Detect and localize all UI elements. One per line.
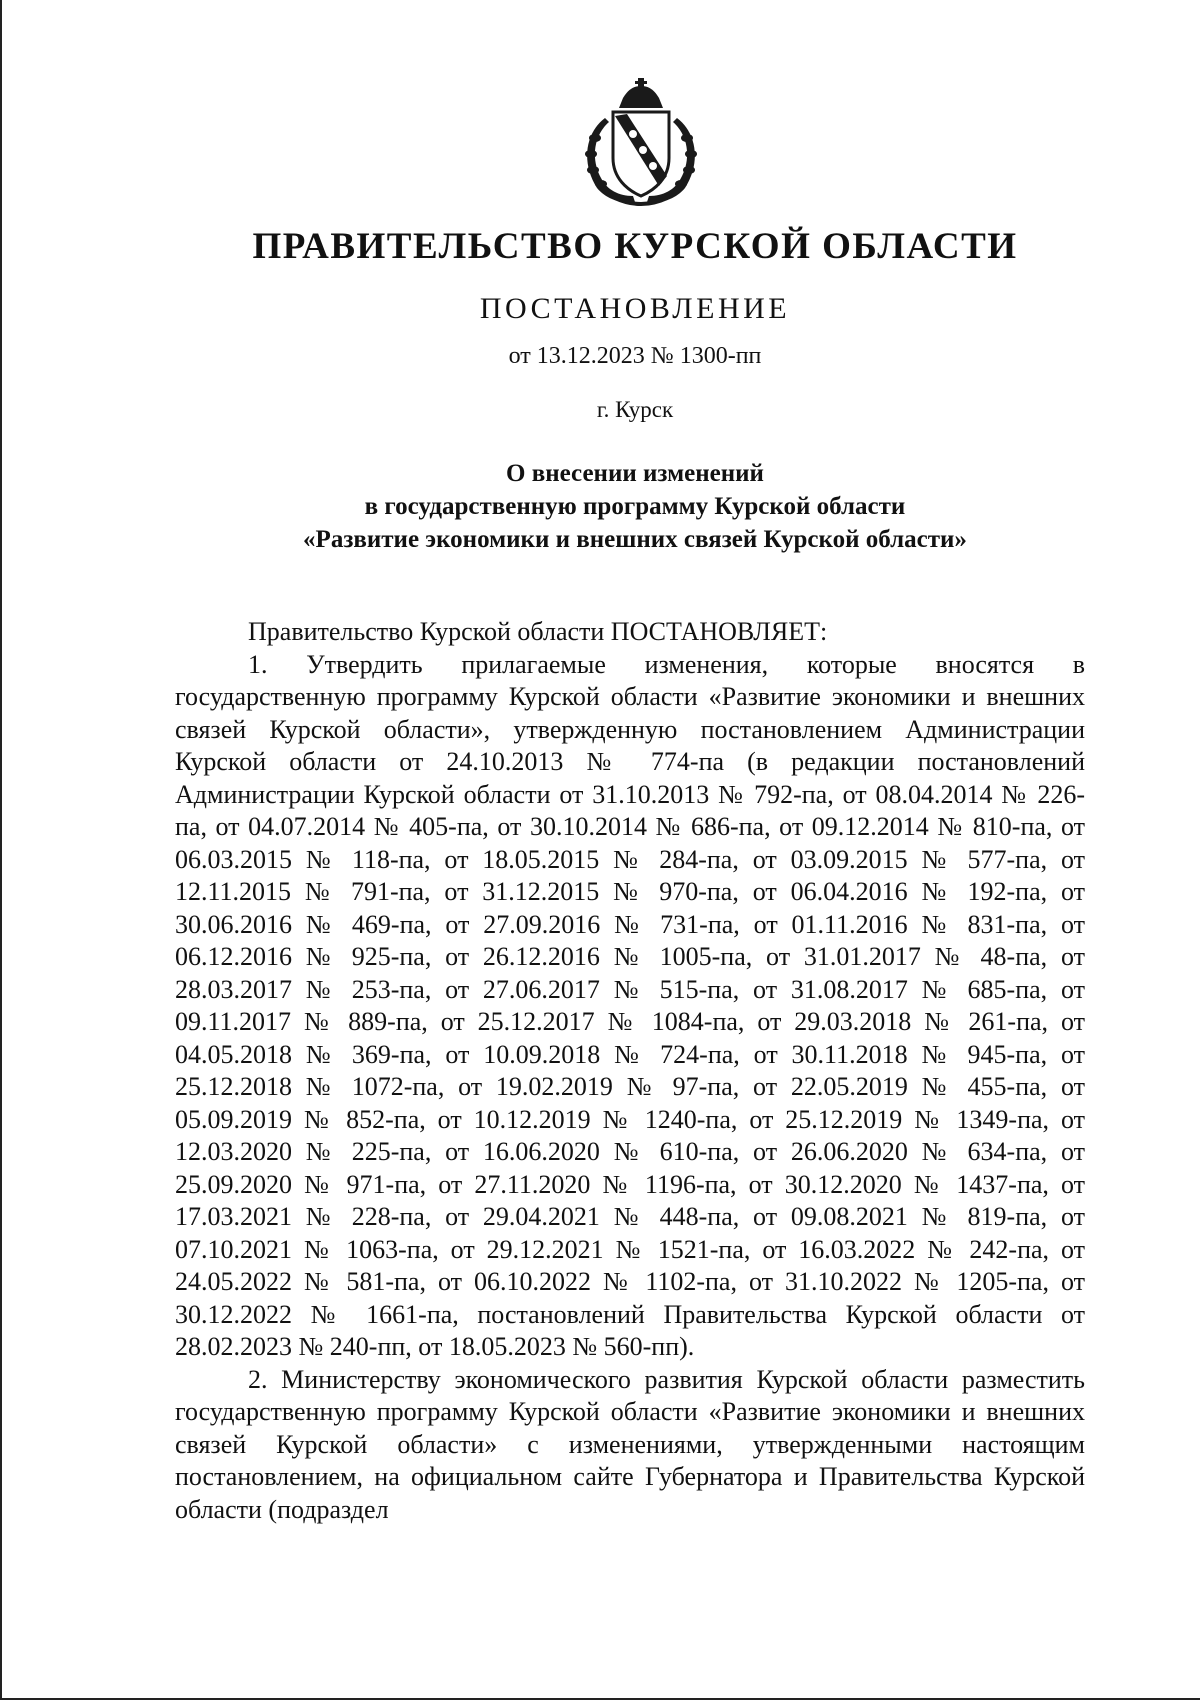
subject-line: в государственную программу Курской области <box>364 493 906 520</box>
document-place: г. Курск <box>596 397 674 422</box>
kursk-coat-of-arms-icon <box>575 78 707 208</box>
authority-title: ПРАВИТЕЛЬСТВО КУРСКОЙ ОБЛАСТИ <box>252 226 1018 267</box>
intro-line: Правительство Курской области ПОСТАНОВЛЯЕТ: <box>248 617 828 646</box>
subject-line: О внесении изменений <box>506 460 764 487</box>
subject-line: «Развитие экономики и внешних связей Курской области» <box>303 526 967 553</box>
paragraph-2: 2. Министерству экономического развития Курской области разместить государственную программу Курской области «Развитие экономики и внешних связей Курской области» с изменениями, утвержденными настоящим постановлением, на официальном сайте Губернатора и Правительства Курской области (подраздел <box>175 1364 1085 1524</box>
paragraph-1: 1. Утвердить прилагаемые изменения, которые вносятся в государственную программу Курской области «Развитие экономики и внешних связей Курской области», утвержденную постановлением Администрации Курской области от 24.10.2013 № 774-па (в редакции постановлений Администрации Курской области от 31.10.2013 № 792-па, от 08.04.2014 № 226-па, от 04.07.2014 № 405-па, от 30.10.2014 № 686-па, от 09.12.2014 № 810-па, от 06.03.2015 № 118-па, от 18.05.2015 № 284-па, от 03.09.2015 № 577-па, от 12.11.2015 № 791-па, от 31.12.2015 № 970-па, от 06.04.2016 № 192-па, от 30.06.2016 № 469-па, от 27.09.2016 № 731-па, от 01.11.2016 № 831-па, от 06.12.2016 № 925-па, от 26.12.2016 № 1005-па, от 31.01.2017 № 48-па, от 28.03.2017 № 253-па, от 27.06.2017 № 515-па, от 31.08.2017 № 685-па, от 09.11.2017 № 889-па, от 25.12.2017 № 1084-па, от 29.03.2018 № 261-па, от 04.05.2018 № 369-па, от 10.09.2018 № 724-па, от 30.11.2018 № 945-па, от 25.12.2018 № 1072-па, от 19.02.2019 № 97-па, от 22.05.2019 № 455-па, от 05.09.2019 № 852-па, от 10.12.2019 № 1240-па, от 25.12.2019 № 1349-па, от 12.03.2020 № 225-па, от 16.06.2020 № 610-па, от 26.06.2020 № 634-па, от 25.09.2020 № 971-па, от 27.11.2020 № 1196-па, от 30.12.2020 № 1437-па, от 17.03.2021 № 228-па, от 29.04.2021 № 448-па, от 09.08.2021 № 819-па, от 07.10.2021 № 1063-па, от 29.12.2021 № 1521-па, от 16.03.2022 № 242-па, от 24.05.2022 № 581-па, от 06.10.2022 № 1102-па, от 31.10.2022 № 1205-па, от 30.12.2022 № 1661-па, постановлений Правительства Курской области от 28.02.2023 № 240-пп, от 18.05.2023 № 560-пп). <box>175 649 1085 1361</box>
document-body <box>175 616 1085 1526</box>
document-number: от 13.12.2023 № 1300-пп <box>508 343 762 369</box>
document-subject <box>0 457 1200 556</box>
document-type: ПОСТАНОВЛЕНИЕ <box>479 292 791 325</box>
